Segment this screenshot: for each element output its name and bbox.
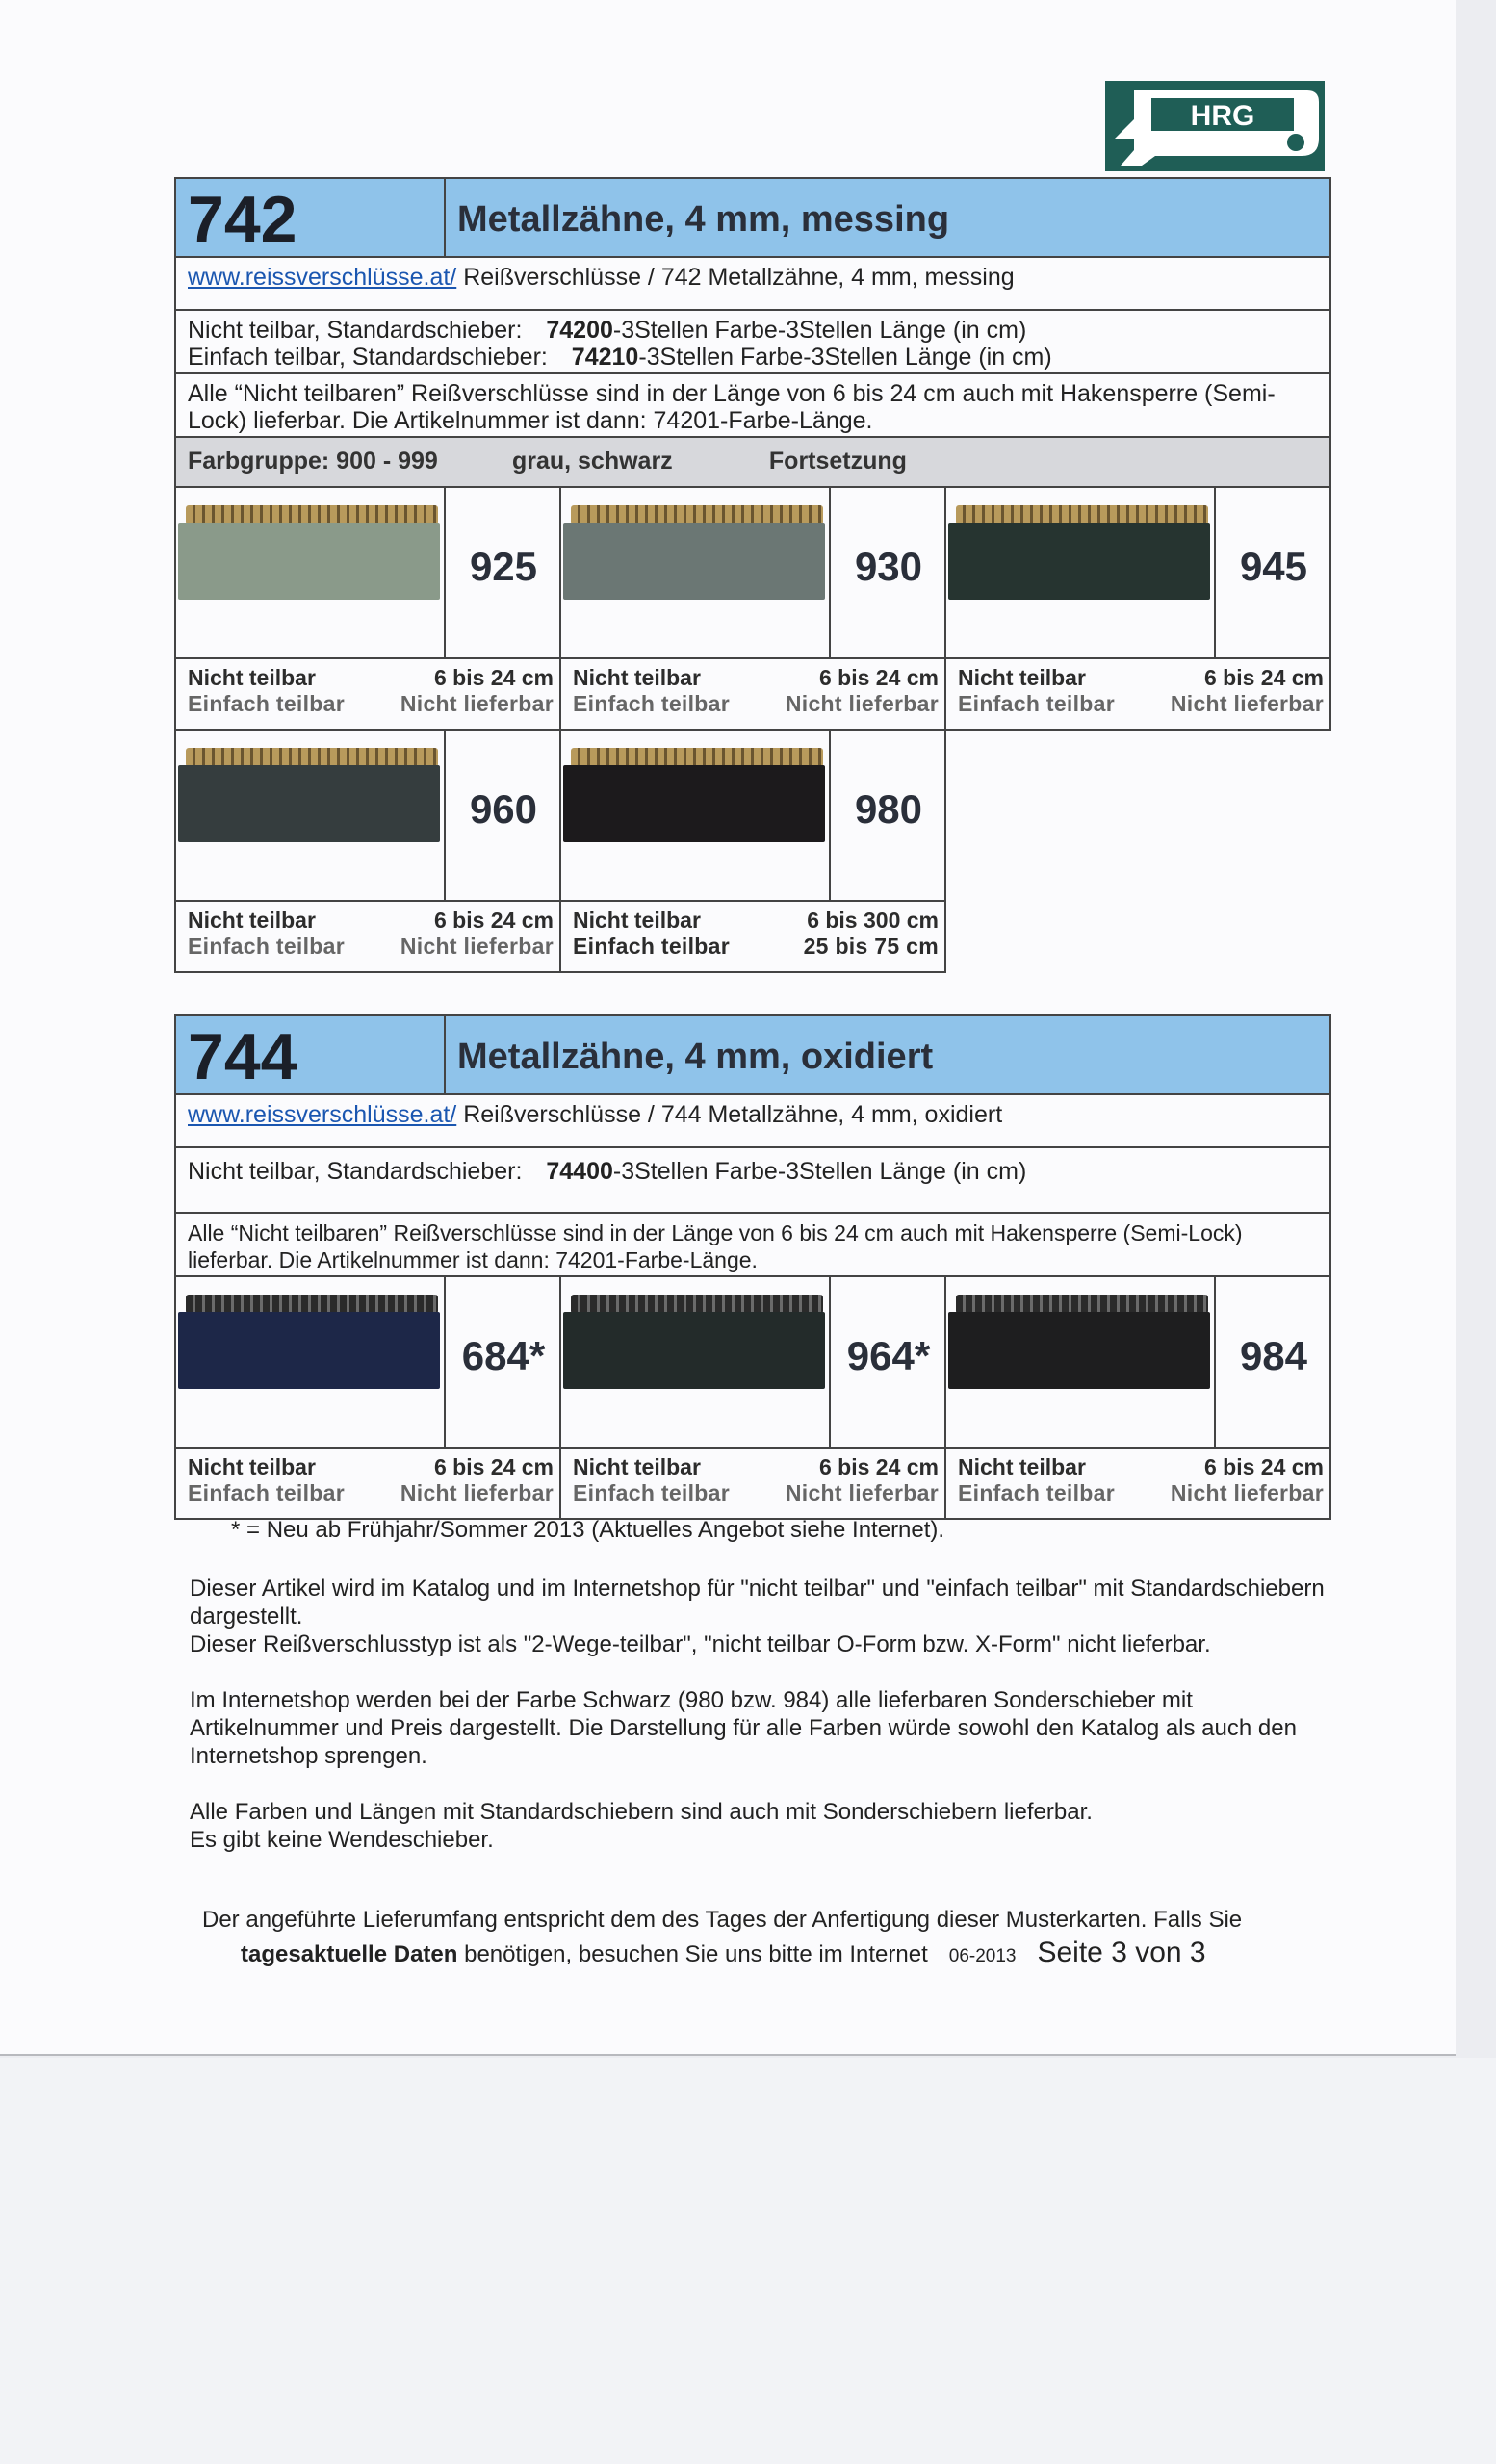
color-number: 945 xyxy=(1239,544,1308,589)
availability-label: Einfach teilbar xyxy=(573,1480,730,1505)
color-group-colors: grau, schwarz xyxy=(511,448,673,475)
logo-text: HRG xyxy=(1190,100,1255,132)
page-footer xyxy=(202,1904,1319,1973)
zipper-swatch xyxy=(178,1295,438,1393)
zipper-swatch xyxy=(178,748,438,846)
availability-label: Einfach teilbar xyxy=(573,691,730,716)
availability-label: Nicht teilbar xyxy=(958,665,1086,690)
swatch-cell[interactable] xyxy=(174,1275,561,1520)
section-header xyxy=(174,1014,1331,1095)
swatch-cell[interactable] xyxy=(559,1275,946,1520)
availability-label: Einfach teilbar xyxy=(188,1480,345,1505)
footer-text: benötigen, besuchen Sie uns bitte im Internet xyxy=(457,1941,928,1967)
breadcrumb xyxy=(174,258,1331,311)
breadcrumb xyxy=(174,1095,1331,1148)
website-link[interactable]: www.reissverschlüsse.at/ xyxy=(188,1101,457,1128)
color-number: 925 xyxy=(469,544,538,589)
hrg-logo xyxy=(1105,81,1325,171)
availability-value: 6 bis 24 cm xyxy=(433,1454,554,1479)
zipper-swatch xyxy=(563,1295,823,1393)
availability-value: 6 bis 24 cm xyxy=(1203,1454,1324,1479)
paragraph-line: Dieser Reißverschlusstyp ist als "2-Wege-teilbar", "nicht teilbar O-Form bzw. X-Form" nicht lieferbar. xyxy=(190,1631,1211,1657)
availability-label: Nicht teilbar xyxy=(573,665,701,690)
availability-value: 25 bis 75 cm xyxy=(803,934,939,959)
availability-value: Nicht lieferbar xyxy=(1170,691,1324,716)
availability-value: 6 bis 300 cm xyxy=(807,908,939,933)
semi-lock-note: Alle “Nicht teilbaren” Reißverschlüsse sind in der Länge von 6 bis 24 cm auch mit Hakensperre (Semi-Lock) lieferbar. Die Artikelnummer ist dann: 74201-Farbe-Länge. xyxy=(174,374,1331,438)
availability-value: Nicht lieferbar xyxy=(1170,1480,1324,1505)
availability-value: 6 bis 24 cm xyxy=(818,665,939,690)
availability-value: Nicht lieferbar xyxy=(785,1480,939,1505)
swatch-cell[interactable] xyxy=(944,1275,1331,1520)
availability-label: Einfach teilbar xyxy=(573,934,730,959)
spec-label: Einfach teilbar, Standardschieber: xyxy=(188,344,548,371)
footer-bold: tagesaktuelle Daten xyxy=(241,1941,458,1967)
availability-label: Nicht teilbar xyxy=(573,1454,701,1479)
spec-suffix: -3Stellen Farbe-3Stellen Länge (in cm) xyxy=(638,344,1052,371)
article-title: Metallzähne, 4 mm, messing xyxy=(457,199,950,240)
article-codes xyxy=(174,1148,1331,1214)
info-paragraph-3 xyxy=(190,1798,1326,1854)
color-number: 960 xyxy=(469,786,538,832)
color-number: 964* xyxy=(846,1333,931,1378)
zipper-swatch xyxy=(563,748,823,846)
availability-label: Nicht teilbar xyxy=(573,908,701,933)
availability-value: Nicht lieferbar xyxy=(400,1480,554,1505)
footnote: * = Neu ab Frühjahr/Sommer 2013 (Aktuelles Angebot siehe Internet). xyxy=(231,1517,945,1543)
color-number: 980 xyxy=(854,786,923,832)
color-number: 984 xyxy=(1239,1333,1308,1378)
availability-value: Nicht lieferbar xyxy=(785,691,939,716)
section-744 xyxy=(174,1014,1331,1505)
color-number: 684* xyxy=(461,1333,546,1378)
paragraph-line: Alle Farben und Längen mit Standardschiebern sind auch mit Sonderschiebern lieferbar. xyxy=(190,1799,1093,1825)
availability-label: Nicht teilbar xyxy=(188,1454,316,1479)
footer-line: Der angeführte Lieferumfang entspricht dem des Tages der Anfertigung dieser Musterkarten. Falls Sie xyxy=(202,1907,1243,1933)
section-742 xyxy=(174,177,1331,959)
availability-value: 6 bis 24 cm xyxy=(1203,665,1324,690)
info-paragraph-1 xyxy=(190,1575,1326,1658)
availability-label: Nicht teilbar xyxy=(958,1454,1086,1479)
zipper-swatch xyxy=(178,505,438,603)
color-group: Farbgruppe: 900 - 999 xyxy=(188,448,438,475)
color-group-row xyxy=(174,438,1331,488)
spec-suffix: -3Stellen Farbe-3Stellen Länge (in cm) xyxy=(612,1158,1027,1185)
section-header xyxy=(174,177,1331,258)
footer-date: 06-2013 xyxy=(948,1946,1017,1966)
spec-label: Nicht teilbar, Standardschieber: xyxy=(188,1158,523,1185)
zipper-swatch xyxy=(948,505,1208,603)
article-number: 744 xyxy=(176,1016,446,1093)
paragraph-line: Es gibt keine Wendeschieber. xyxy=(190,1827,494,1853)
availability-value: Nicht lieferbar xyxy=(400,934,554,959)
availability-value: 6 bis 24 cm xyxy=(433,665,554,690)
availability-label: Einfach teilbar xyxy=(188,934,345,959)
spec-code: 74210 xyxy=(571,344,639,371)
swatch-cell[interactable] xyxy=(944,486,1331,731)
availability-label: Nicht teilbar xyxy=(188,665,316,690)
article-title: Metallzähne, 4 mm, oxidiert xyxy=(457,1037,934,1077)
swatch-cell[interactable] xyxy=(174,729,561,973)
availability-value: 6 bis 24 cm xyxy=(433,908,554,933)
scan-background xyxy=(0,2058,1496,2464)
spec-suffix: -3Stellen Farbe-3Stellen Länge (in cm) xyxy=(612,317,1027,344)
availability-value: Nicht lieferbar xyxy=(400,691,554,716)
availability-label: Einfach teilbar xyxy=(958,691,1115,716)
zipper-swatch xyxy=(948,1295,1208,1393)
breadcrumb-text: Reißverschlüsse / 742 Metallzähne, 4 mm, messing xyxy=(463,264,1015,291)
hrg-logo-icon xyxy=(1105,81,1325,171)
availability-label: Nicht teilbar xyxy=(188,908,316,933)
paragraph-line: Dieser Artikel wird im Katalog und im Internetshop für "nicht teilbar" und "einfach teilbar" mit Standardschiebern dargestellt. xyxy=(190,1576,1325,1630)
semi-lock-note: Alle “Nicht teilbaren” Reißverschlüsse sind in der Länge von 6 bis 24 cm auch mit Hakensperre (Semi-Lock) lieferbar. Die Artikelnummer ist dann: 74201-Farbe-Länge. xyxy=(174,1214,1331,1277)
info-paragraph-2: Im Internetshop werden bei der Farbe Schwarz (980 bzw. 984) alle lieferbaren Sonderschieber mit Artikelnummer und Preis dargestellt. Die Darstellung für alle Farben würde sowohl den Katalog als auch den Internetshop sprengen. xyxy=(190,1687,1297,1769)
swatch-cell[interactable] xyxy=(559,729,946,973)
spec-label: Nicht teilbar, Standardschieber: xyxy=(188,317,523,344)
swatch-cell[interactable] xyxy=(559,486,946,731)
zipper-swatch xyxy=(563,505,823,603)
availability-value: 6 bis 24 cm xyxy=(818,1454,939,1479)
swatch-cell[interactable] xyxy=(174,486,561,731)
page-number: Seite 3 von 3 xyxy=(1037,1937,1206,1968)
article-codes xyxy=(174,311,1331,374)
color-number: 930 xyxy=(854,544,923,589)
spec-code: 74200 xyxy=(546,317,613,344)
breadcrumb-text: Reißverschlüsse / 744 Metallzähne, 4 mm, oxidiert xyxy=(463,1101,1003,1128)
continuation-label: Fortsetzung xyxy=(768,448,907,475)
availability-label: Einfach teilbar xyxy=(958,1480,1115,1505)
article-number: 742 xyxy=(176,179,446,256)
website-link[interactable]: www.reissverschlüsse.at/ xyxy=(188,264,457,291)
availability-label: Einfach teilbar xyxy=(188,691,345,716)
spec-code: 74400 xyxy=(546,1158,613,1185)
